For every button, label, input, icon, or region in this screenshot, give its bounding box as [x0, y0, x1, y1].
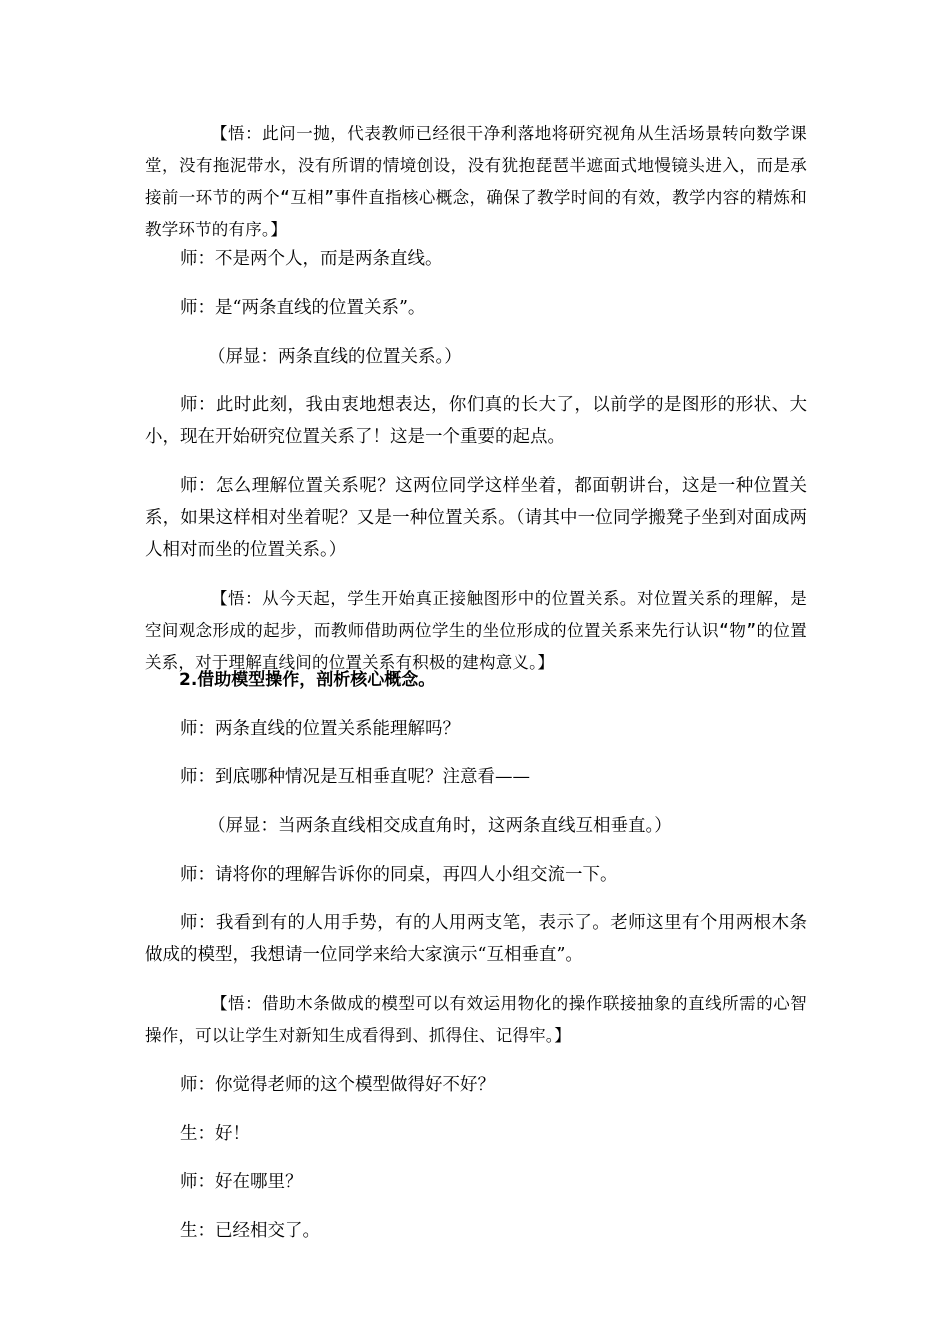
student-line-good: 生：好！: [180, 1124, 250, 1144]
teacher-line-model: 师：我看到有的人用手势，有的人用两支笔，表示了。老师这里有个用两根木条做成的模型，我想请一位同学来给大家演示“互相垂直”。: [145, 913, 807, 965]
teacher-line-discuss: 师：请将你的理解告诉你的同桌，再四人小组交流一下。: [180, 865, 618, 885]
screen-display-1: （屏显：两条直线的位置关系。）: [208, 347, 462, 367]
screen-display-2: （屏显：当两条直线相交成直角时，这两条直线互相垂直。）: [208, 816, 672, 836]
student-line-intersected: 生：已经相交了。: [180, 1221, 320, 1241]
section-heading: 2.借助模型操作，剖析核心概念。: [179, 670, 436, 690]
teacher-line-grown-up: 师：此时此刻，我由衷地想表达，你们真的长大了，以前学的是图形的形状、大小，现在开始研究位置关系了！这是一个重要的起点。: [145, 395, 807, 447]
teacher-line-position-relation: 师：是“两条直线的位置关系”。: [180, 298, 426, 318]
teacher-line-perpendicular-question: 师：到底哪种情况是互相垂直呢？注意看——: [180, 767, 530, 787]
reflection-note-2: 【悟：从今天起，学生开始真正接触图形中的位置关系。对位置关系的理解，是空间观念形成的起步，而教师借助两位学生的坐位形成的位置关系来先行认识“物”的位置关系，对于理解直线间的位置关系有积极的建构意义。】: [145, 589, 807, 672]
reflection-note-3: 【悟：借助木条做成的模型可以有效运用物化的操作联接抽象的直线所需的心智操作，可以让学生对新知生成看得到、抓得住、记得牢。】: [145, 994, 807, 1045]
teacher-line-model-good: 师：你觉得老师的这个模型做得好不好？: [180, 1075, 495, 1095]
reflection-note-1: 【悟：此问一抛，代表教师已经很干净利落地将研究视角从生活场景转向数学课堂，没有拖泥带水，没有所谓的情境创设，没有犹抱琵琶半遮面式地慢镜头进入，而是承接前一环节的两个“互相”事件直指核心概念，确保了教学时间的有效，教学内容的精炼和教学环节的有序。】: [145, 124, 807, 239]
teacher-line-where-good: 师：好在哪里？: [180, 1172, 303, 1192]
teacher-line-two-lines: 师：不是两个人，而是两条直线。: [180, 249, 443, 269]
teacher-line-can-understand: 师：两条直线的位置关系能理解吗？: [180, 719, 460, 739]
teacher-line-understand-position: 师：怎么理解位置关系呢？这两位同学这样坐着，都面朝讲台，这是一种位置关系，如果这样相对坐着呢？又是一种位置关系。（请其中一位同学搬凳子坐到对面成两人相对而坐的位置关系。）: [145, 476, 807, 560]
